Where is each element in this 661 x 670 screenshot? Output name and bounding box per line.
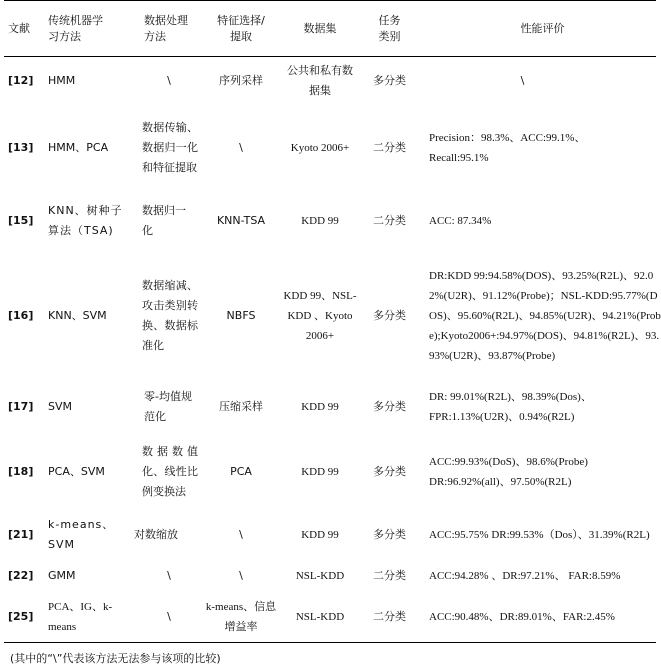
cell-dataset: KDD 99 [301,214,339,227]
table-row [4,57,656,105]
cell-dataset: Kyoto 2006+ [290,141,350,154]
cell-performance: Precision：98.3%、ACC:99.1%、Recall:95.1% [429,131,586,164]
cell-dataset: KDD 99 [301,465,339,478]
cell-ref: [12] [8,73,34,87]
cell-method: KNN、树种子算法（TSA) [48,203,123,237]
header-row [4,1,656,57]
cell-ref: [21] [8,527,34,541]
cell-ref: [25] [4,593,48,643]
cell-dataset: KDD 99 [301,528,339,541]
cell-ref: [18] [8,464,34,478]
cell-ref: [16] [8,308,34,322]
cell-feature: k-means、信息增益率 [204,593,278,643]
cell-method: GMM [48,568,76,582]
cell-method: k-means、SVM [48,517,115,551]
header-preprocess: 数据处理方法 [134,1,204,57]
cell-feature: 序列采样 [219,73,263,87]
cell-feature: NBFS [226,308,256,322]
cell-feature: \ [239,527,243,541]
cell-task: 二分类 [373,568,406,582]
cell-performance: \ [520,73,525,87]
cell-ref: [22] [8,568,34,582]
cell-performance: ACC:95.75% DR:99.53%（Dos）、31.39%(R2L) [429,528,650,541]
cell-dataset: NSL-KDD [295,569,345,582]
cell-feature: \ [239,568,243,582]
cell-preprocess: 对数缩放 [134,527,178,541]
cell-performance: DR: 99.01%(R2L)、98.39%(Dos)、FPR:1.13%(U2R)、0.94%(R2L) [429,390,592,423]
header-task: 任务类别 [362,1,417,57]
cell-feature: 压缩采样 [219,399,263,413]
table-row [4,433,656,511]
header-ref: 文献 [4,1,48,57]
ml-methods-comparison-table [4,0,661,643]
cell-dataset: 公共和私有数据集 [287,63,353,97]
cell-task: 二分类 [362,593,417,643]
cell-performance: ACC: 87.34% [429,214,492,227]
cell-dataset: NSL-KDD [278,593,362,643]
cell-task: 多分类 [373,399,406,413]
cell-method: SVM [48,399,72,413]
table-footnote: (其中的“\”代表该方法无法参与该项的比较) [10,652,221,665]
cell-ref: [15] [8,213,34,227]
cell-feature: KNN-TSA [216,213,266,227]
cell-preprocess: 数据归一化 [142,203,186,237]
header-feature: 特征选择/提取 [204,1,278,57]
cell-task: 二分类 [373,140,406,154]
header-performance: 性能评价 [417,1,656,57]
cell-preprocess: 零-均值规范化 [144,389,192,423]
table-row [4,381,656,433]
cell-task: 二分类 [373,213,406,227]
table-body [4,57,661,643]
header-dataset: 数据集 [278,1,362,57]
cell-ref: [17] [8,399,34,413]
cell-dataset: KDD 99、NSL-KDD 、Kyoto 2006+ [283,289,357,342]
cell-preprocess: \ [134,593,204,643]
cell-performance: ACC:94.28% 、DR:97.21%、 FAR:8.59% [429,569,621,582]
cell-task: 多分类 [373,527,406,541]
cell-preprocess: 数据缩减、攻击类别转换、数据标准化 [142,278,198,352]
cell-preprocess: 数据数值化、线性比例变换法 [142,444,198,498]
table-row [4,559,656,593]
cell-preprocess: \ [167,73,171,87]
table-row [4,251,656,381]
cell-feature: \ [239,140,243,154]
table-row [4,593,656,643]
table-header [4,1,656,57]
cell-performance: ACC:90.48%、DR:89.01%、FAR:2.45% [417,593,656,643]
cell-preprocess: 数据传输、数据归一化和特征提取 [142,120,198,174]
table-row [4,105,656,191]
cell-performance: ACC:99.93%(DoS)、98.6%(Probe) DR:96.92%(all)、97.50%(R2L) [429,455,588,488]
cell-task: 多分类 [373,308,406,322]
header-method: 传统机器学习方法 [48,1,134,57]
cell-feature: PCA [230,464,252,478]
table-row [4,511,656,559]
cell-task: 多分类 [373,73,406,87]
table-row [4,191,656,251]
comparison-table-wrapper [4,0,661,643]
cell-dataset: KDD 99 [301,400,339,413]
cell-method: PCA、IG、k-means [48,593,134,643]
cell-method: PCA、SVM [48,464,105,478]
cell-ref: [13] [8,140,34,154]
cell-performance: DR:KDD 99:94.58%(DOS)、93.25%(R2L)、92.02%(U2R)、91.12%(Probe)；NSL-KDD:95.77%(DOS)、95.60%(R2L)、94.85%(U2R)、94.21%(Probe);Kyoto2006+:94.97%(DOS)、94.81%(R2L)、93.93%(U2R)、93.87%(Probe) [429,269,661,362]
cell-task: 多分类 [373,464,406,478]
cell-method: HMM、PCA [48,140,109,154]
cell-method: KNN、SVM [48,308,107,322]
cell-preprocess: \ [167,568,171,582]
cell-method: HMM [48,73,76,87]
